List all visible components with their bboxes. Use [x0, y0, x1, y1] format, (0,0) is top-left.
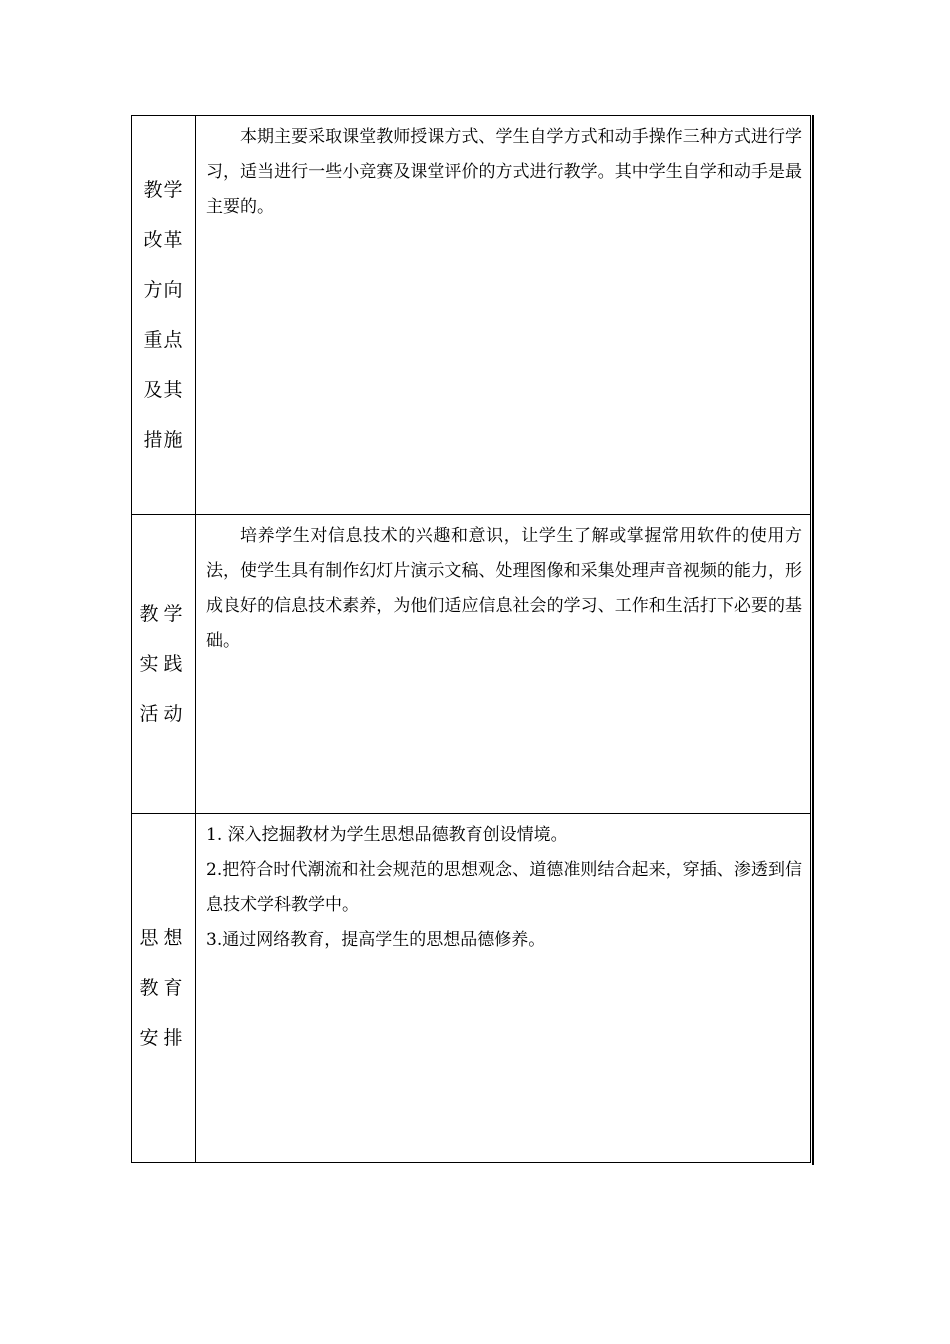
section-content-cell — [196, 814, 811, 1163]
section-label — [132, 913, 195, 1063]
section-label-cell — [132, 515, 196, 814]
section-label-line: 及其 — [143, 379, 184, 401]
section-label-line: 安排 — [139, 1027, 188, 1049]
section-label — [132, 165, 195, 465]
section-label-cell — [132, 814, 196, 1163]
section-label-line: 改革 — [143, 229, 184, 251]
list-item: 1. 深入挖掘教材为学生思想品德教育创设情境。 — [206, 825, 568, 845]
table-row — [132, 814, 811, 1163]
table-right-border — [812, 115, 814, 1165]
section-paragraph: 培养学生对信息技术的兴趣和意识，让学生了解或掌握常用软件的使用方法，使学生具有制作幻灯片演示文稿、处理图像和采集处理声音视频的能力，形成良好的信息技术素养，为他们适应信息社会的学习、工作和生活打下必要的基础。 — [206, 526, 802, 651]
list-item: 3.通过网络教育，提高学生的思想品德修养。 — [206, 930, 546, 950]
section-paragraph: 本期主要采取课堂教师授课方式、学生自学方式和动手操作三种方式进行学习，适当进行一些小竞赛及课堂评价的方式进行教学。其中学生自学和动手是最主要的。 — [206, 127, 802, 217]
section-label-line: 教学 — [143, 179, 184, 201]
section-label-line: 活动 — [139, 703, 188, 725]
section-content-cell — [196, 515, 811, 814]
section-label-line: 思想 — [139, 927, 188, 949]
table-row — [132, 515, 811, 814]
table-row — [132, 116, 811, 515]
list-item: 2.把符合时代潮流和社会规范的思想观念、道德准则结合起来，穿插、渗透到信息技术学科教学中。 — [206, 860, 802, 915]
section-label-line: 教育 — [139, 977, 188, 999]
teaching-plan-table — [131, 115, 811, 1163]
section-label-line: 方向 — [143, 279, 184, 301]
section-label-line: 重点 — [143, 329, 184, 351]
section-label-cell — [132, 116, 196, 515]
section-content-cell — [196, 116, 811, 515]
section-label-line: 实践 — [139, 653, 188, 675]
section-label-line: 措施 — [143, 429, 184, 451]
section-label — [132, 589, 195, 739]
section-label-line: 教学 — [139, 603, 188, 625]
